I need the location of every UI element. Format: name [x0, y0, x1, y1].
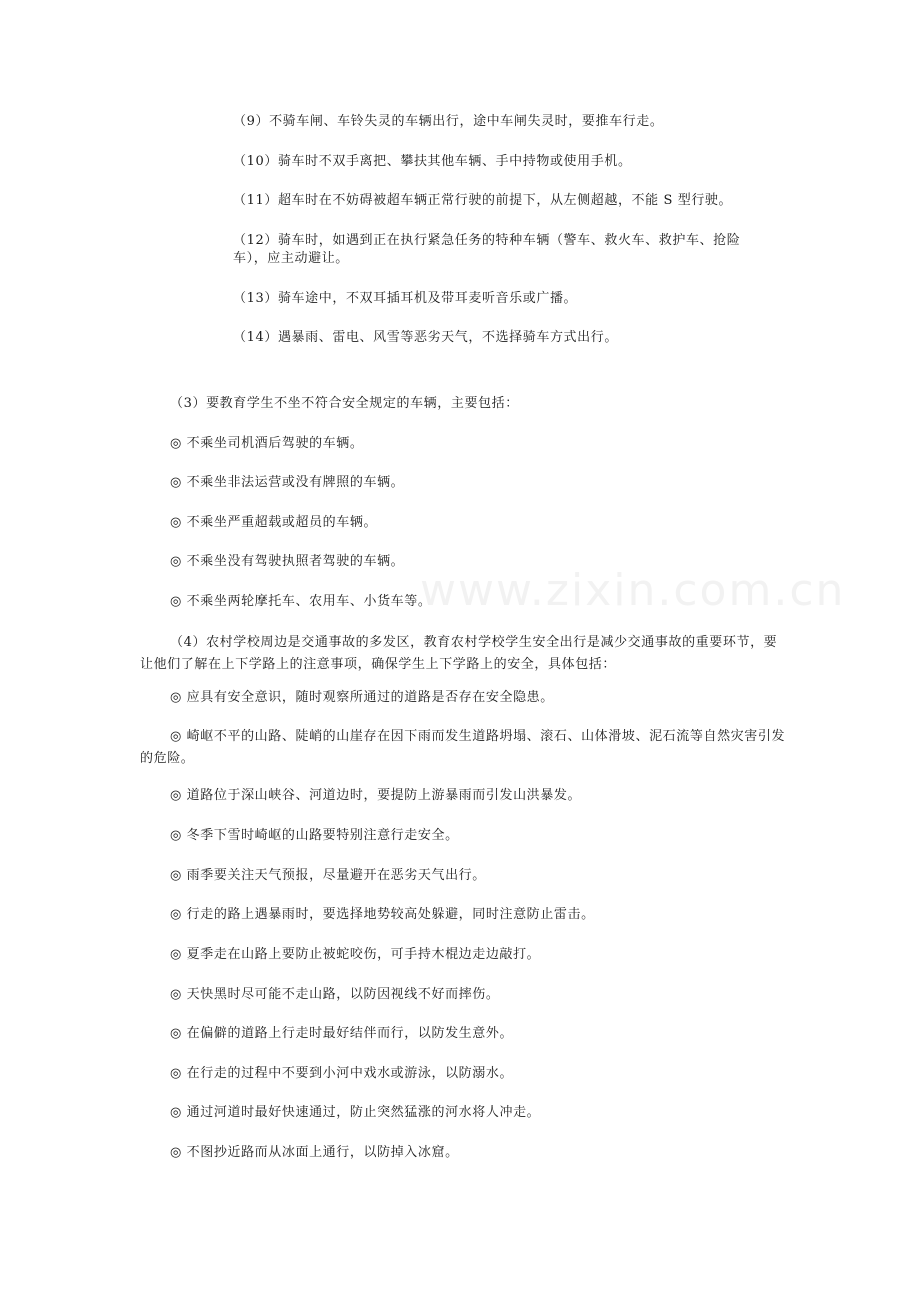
section-3-bullet: ◎ 不乘坐两轮摩托车、农用车、小货车等。 [170, 594, 432, 609]
section-3-bullet: ◎ 不乘坐严重超载或超员的车辆。 [170, 515, 378, 530]
section-4-bullet: ◎ 夏季走在山路上要防止被蛇咬伤，可手持木棍边走边敲打。 [170, 947, 541, 962]
section-4-paragraph: （4）农村学校周边是交通事故的多发区，教育农村学校学生安全出行是减少交通事故的重要环节，要让他们了解在上下学路上的注意事项，确保学生上下学路上的安全，具体包括： [140, 635, 778, 672]
section-3-bullet: ◎ 不乘坐没有驾驶执照者驾驶的车辆。 [170, 554, 405, 569]
rule-item-13: （13）骑车途中，不双耳插耳机及带耳麦听音乐或广播。 [233, 291, 578, 306]
rule-item-10: （10）骑车时不双手离把、攀扶其他车辆、手中持物或使用手机。 [233, 154, 632, 169]
rule-item-12: （12）骑车时，如遇到正在执行紧急任务的特种车辆（警车、救火车、救护车、抢险 [233, 233, 741, 248]
section-4-bullet: ◎ 在偏僻的道路上行走时最好结伴而行，以防发生意外。 [170, 1026, 514, 1041]
section-3-heading: （3）要教育学生不坐不符合安全规定的车辆，主要包括： [170, 396, 519, 411]
watermark: www.zixin.com.cn [420, 565, 846, 616]
section-4-bullet: ◎ 行走的路上遇暴雨时，要选择地势较高处躲避，同时注意防止雷击。 [170, 907, 595, 922]
section-4-bullet: ◎ 雨季要关注天气预报，尽量避开在恶劣天气出行。 [170, 868, 486, 883]
section-4-bullet: ◎ 道路位于深山峡谷、河道边时，要提防上游暴雨而引发山洪暴发。 [170, 788, 582, 803]
rule-item-12-continued: 车），应主动避让。 [233, 251, 349, 266]
rule-item-14: （14）遇暴雨、雷电、风雪等恶劣天气，不选择骑车方式出行。 [233, 330, 618, 345]
section-4-bullet: ◎ 天快黑时尽可能不走山路，以防因视线不好而摔伤。 [170, 987, 500, 1002]
section-4-bullet: ◎ 应具有安全意识，随时观察所通过的道路是否存在安全隐患。 [170, 690, 554, 705]
section-4-bullet: ◎ 在行走的过程中不要到小河中戏水或游泳，以防溺水。 [170, 1066, 514, 1081]
section-3-bullet: ◎ 不乘坐非法运营或没有牌照的车辆。 [170, 475, 405, 490]
rule-item-11: （11）超车时在不妨碍被超车辆正常行驶的前提下，从左侧超越，不能 S 型行驶。 [233, 193, 733, 208]
section-4-bullet: ◎ 通过河道时最好快速通过，防止突然猛涨的河水将人冲走。 [170, 1105, 541, 1120]
rule-item-9: （9）不骑车闸、车铃失灵的车辆出行，途中车闸失灵时，要推车行走。 [233, 114, 664, 129]
section-4-bullet: ◎ 冬季下雪时崎岖的山路要特别注意行走安全。 [170, 828, 459, 843]
section-4-bullet: ◎ 崎岖不平的山路、陡峭的山崖存在因下雨而发生道路坍塌、滚石、山体滑坡、泥石流等自然灾害引发的危险。 [140, 729, 786, 766]
section-4-bullet: ◎ 不图抄近路而从冰面上通行，以防掉入冰窟。 [170, 1145, 459, 1160]
section-3-bullet: ◎ 不乘坐司机酒后驾驶的车辆。 [170, 436, 364, 451]
